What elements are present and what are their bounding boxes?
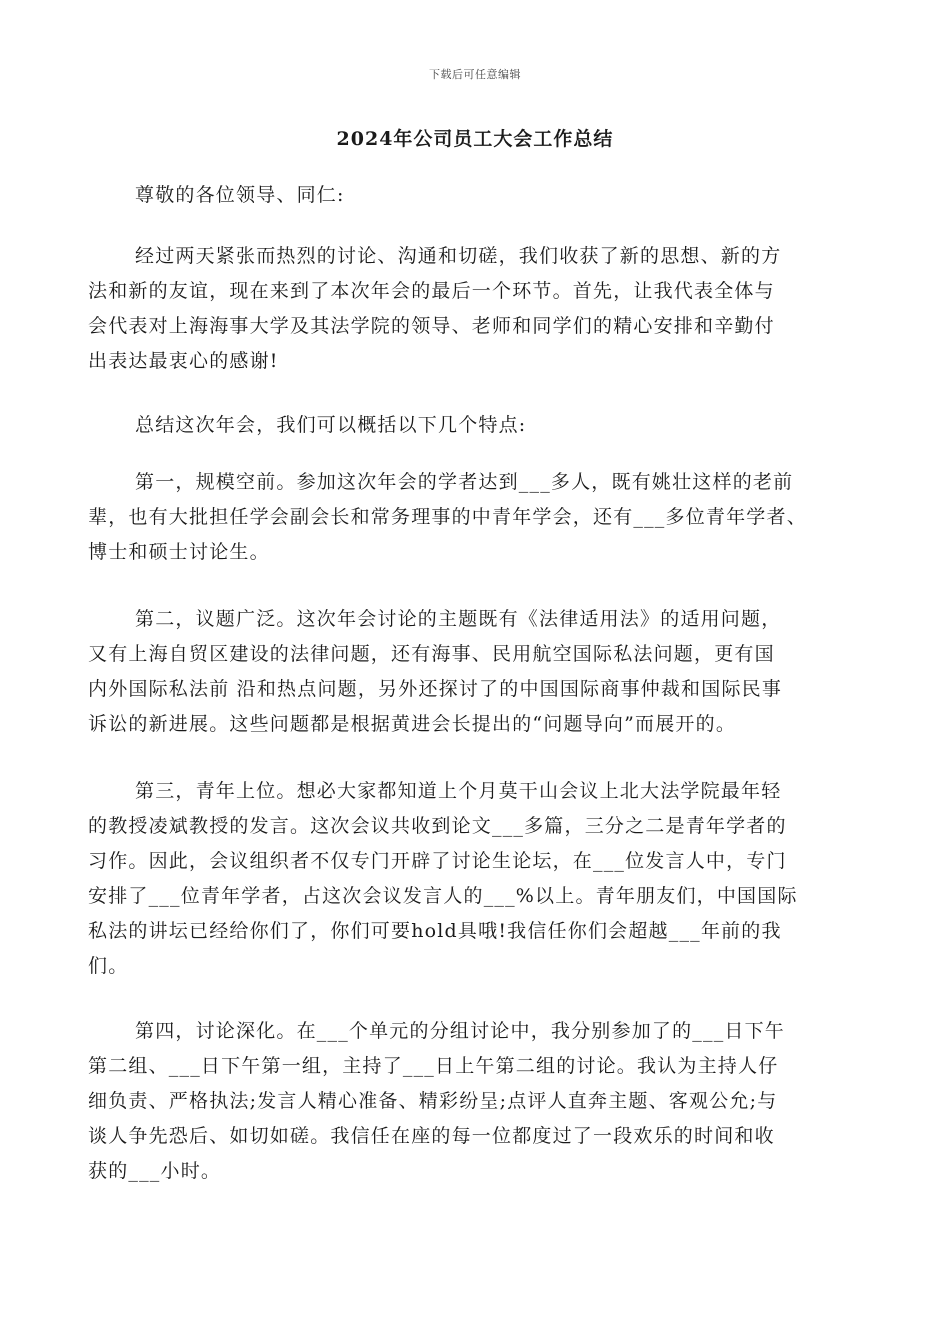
paragraph-line: 第一，规模空前。参加这次年会的学者达到___多人，既有姚壮这样的老前 (135, 471, 794, 493)
paragraph-line: 们。 (88, 955, 129, 977)
paragraph-line: 辈，也有大批担任学会副会长和常务理事的中青年学会，还有___多位青年学者、 (88, 506, 807, 528)
paragraph-line: 私法的讲坛已经给你们了，你们可要hold具哦!我信任你们会超越___年前的我 (88, 920, 782, 942)
paragraph-point-2 (88, 602, 878, 742)
paragraph-point-3 (88, 774, 878, 984)
salutation (88, 178, 878, 213)
paragraph-line: 谈人争先恐后、如切如磋。我信任在座的每一位都度过了一段欢乐的时间和收 (88, 1125, 775, 1147)
paragraph-line: 会代表对上海海事大学及其法学院的领导、老师和同学们的精心安排和辛勤付 (88, 315, 775, 337)
document-title: 2024年公司员工大会工作总结 (336, 128, 614, 150)
paragraph-line: 第三，青年上位。想必大家都知道上个月莫干山会议上北大法学院最年轻 (135, 780, 782, 802)
paragraph-line: 博士和硕士讨论生。 (88, 541, 270, 563)
paragraph-line: 获的___小时。 (88, 1160, 222, 1182)
paragraph-point-1 (88, 465, 878, 570)
paragraph-line: 细负责、严格执法;发言人精心准备、精彩纷呈;点评人直奔主题、客观公允;与 (88, 1090, 778, 1112)
paragraph-line: 安排了___位青年学者，占这次会议发言人的___%以上。青年朋友们，中国国际 (88, 885, 798, 907)
paragraph-line: 法和新的友谊，现在来到了本次年会的最后一个环节。首先，让我代表全体与 (88, 280, 775, 302)
paragraph-line: 经过两天紧张而热烈的讨论、沟通和切磋，我们收获了新的思想、新的方 (135, 245, 782, 267)
paragraph-line: 的教授凌斌教授的发言。这次会议共收到论文___多篇，三分之二是青年学者的 (88, 815, 787, 837)
header-note: 下载后可任意编辑 (429, 68, 521, 81)
paragraph-line: 又有上海自贸区建设的法律问题，还有海事、民用航空国际私法问题，更有国 (88, 643, 775, 665)
paragraph-line: 总结这次年会，我们可以概括以下几个特点: (135, 414, 527, 436)
salutation-line: 尊敬的各位领导、同仁: (135, 184, 345, 206)
paragraph-line: 诉讼的新进展。这些问题都是根据黄进会长提出的“问题导向”而展开的。 (88, 713, 737, 735)
paragraph-line: 第四，讨论深化。在___个单元的分组讨论中，我分别参加了的___日下午 (135, 1020, 786, 1042)
paragraph-line: 内外国际私法前 沿和热点问题，另外还探讨了的中国国际商事仲裁和国际民事 (88, 678, 783, 700)
paragraph-line: 第二，议题广泛。这次年会讨论的主题既有《法律适用法》的适用问题， (135, 608, 782, 630)
paragraph-intro (88, 239, 878, 379)
paragraph-summary (88, 408, 878, 443)
paragraph-point-4 (88, 1014, 878, 1189)
paragraph-line: 第二组、___日下午第一组，主持了___日上午第二组的讨论。我认为主持人仔 (88, 1055, 779, 1077)
paragraph-line: 出表达最衷心的感谢! (88, 350, 279, 372)
paragraph-line: 习作。因此，会议组织者不仅专门开辟了讨论生论坛，在___位发言人中，专门 (88, 850, 787, 872)
